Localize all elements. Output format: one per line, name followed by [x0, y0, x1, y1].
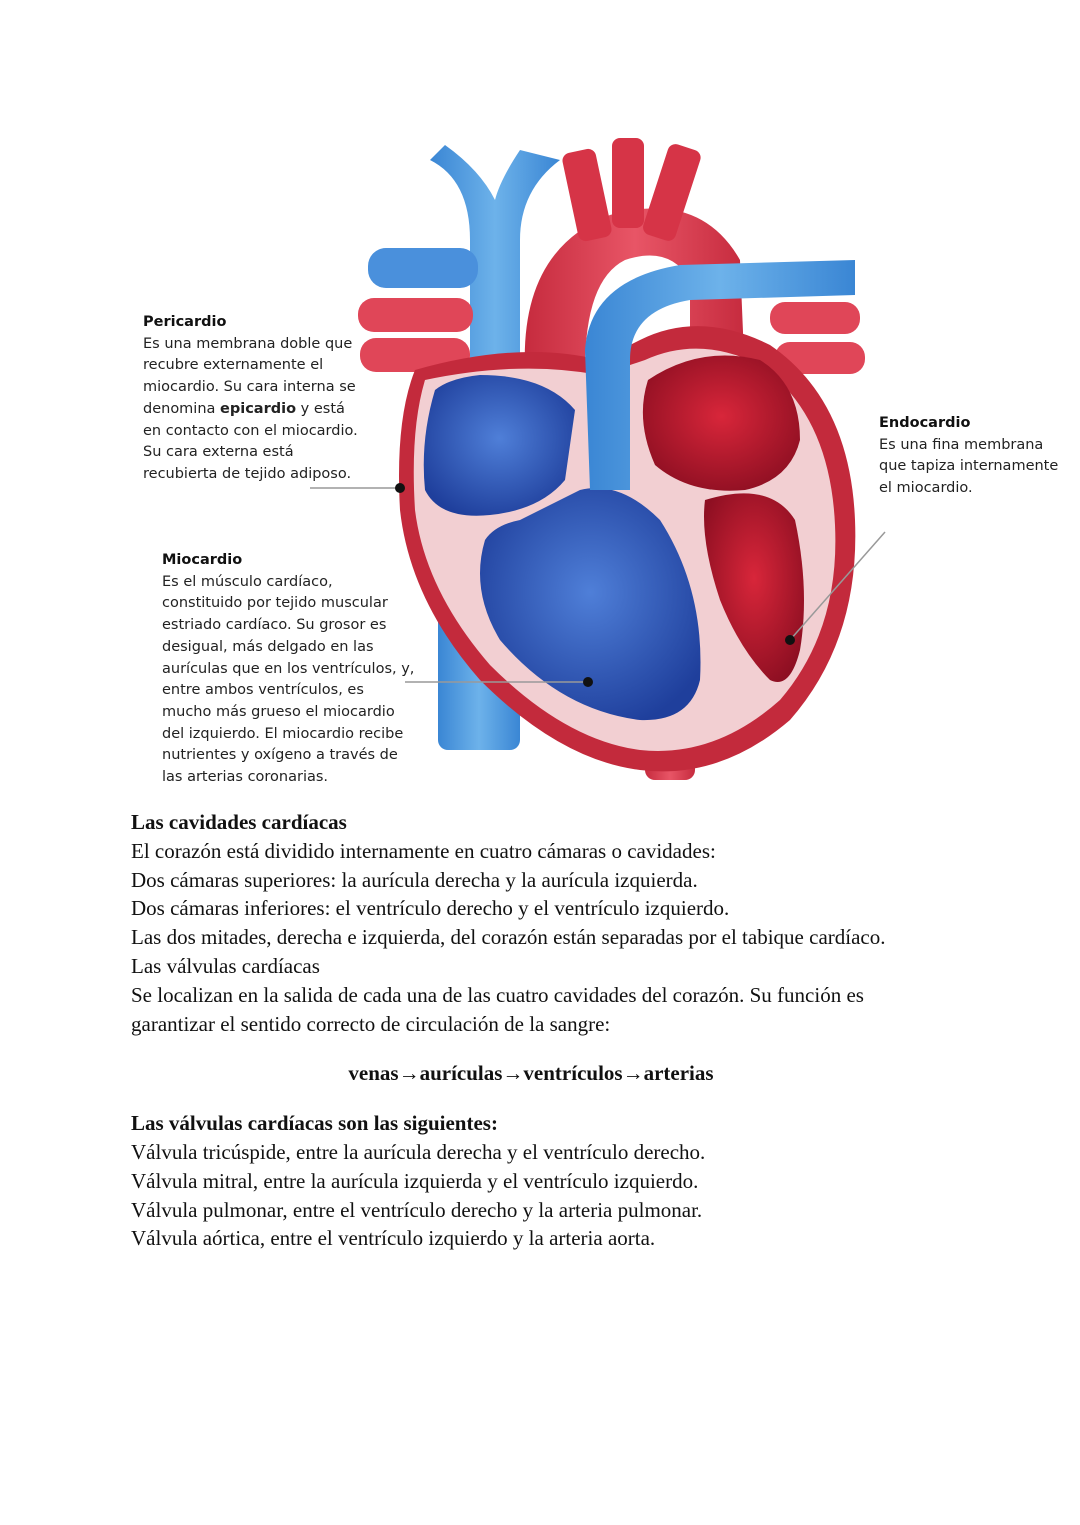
label-endocardio-title: Endocardio: [879, 415, 971, 431]
aorta-branch-2: [612, 138, 644, 228]
label-miocardio-text: Es el músculo cardíaco, constituido por tejido muscular estriado cardíaco. Su grosor es desigual, más delgado en las aurículas que en los ventrículos, y, entre ambos ventrículos, es mucho más grueso el miocardio del izquierdo. El miocardio recibe nutrientes y oxígeno a través de las arterias coronarias.: [162, 573, 415, 786]
label-pericardio-text: [143, 334, 358, 486]
left-atrium: [643, 356, 800, 491]
paragraph: Se localizan en la salida de cada una de las cuatro cavidades del corazón. Su función es garantizar el sentido correcto de circulación de la sangre:: [131, 982, 864, 1036]
heading-cavidades: Las cavidades cardíacas: [131, 810, 347, 834]
body-text: [131, 808, 951, 1253]
paragraph: Las válvulas cardíacas: [131, 953, 320, 978]
list-item: Válvula tricúspide, entre la aurícula derecha y el ventrículo derecho.: [131, 1139, 706, 1164]
endocardio-point: [785, 635, 795, 645]
label-miocardio-title: Miocardio: [162, 552, 243, 568]
pericardio-text-bold: epicardio: [220, 400, 297, 417]
list-item: Válvula pulmonar, entre el ventrículo derecho y la arteria pulmonar.: [131, 1197, 703, 1222]
label-miocardio: [162, 550, 417, 789]
label-endocardio: [879, 413, 1059, 500]
pericardio-text-b: y está en contacto con el miocardio. Su cara externa está recubierta de tejido adiposo.: [143, 400, 358, 482]
list-item: Válvula aórtica, entre el ventrículo izquierdo y la arteria aorta.: [131, 1226, 656, 1251]
circulation-flow: venas→aurículas→ventrículos→arterias: [348, 1061, 714, 1086]
paragraph: Las dos mitades, derecha e izquierda, del corazón están separadas por el tabique cardíaco.: [131, 925, 886, 950]
paragraph: Dos cámaras superiores: la aurícula derecha y la aurícula izquierda.: [131, 867, 698, 892]
label-pericardio: [143, 312, 358, 486]
paragraph: El corazón está dividido internamente en cuatro cámaras o cavidades:: [131, 838, 716, 863]
miocardio-point: [583, 677, 593, 687]
pulmonary-vein-left-1: [368, 248, 478, 288]
pericardio-point: [395, 483, 405, 493]
pulmonary-vein-left-2: [358, 298, 473, 332]
pericardio-text-a: Es una membrana doble que recubre externamente el miocardio. Su cara interna se denomina: [143, 335, 356, 417]
heart-figure: [0, 120, 1080, 800]
pulmonary-vein-right-1: [770, 302, 860, 334]
paragraph: Dos cámaras inferiores: el ventrículo derecho y el ventrículo izquierdo.: [131, 896, 730, 921]
label-endocardio-text: Es una fina membrana que tapiza internamente el miocardio.: [879, 436, 1059, 497]
aorta-branch-1: [561, 147, 613, 242]
heading-valvulas: Las válvulas cardíacas son las siguientes:: [131, 1111, 498, 1136]
list-item: Válvula mitral, entre la aurícula izquierda y el ventrículo izquierdo.: [131, 1168, 699, 1193]
label-pericardio-title: Pericardio: [143, 314, 227, 330]
